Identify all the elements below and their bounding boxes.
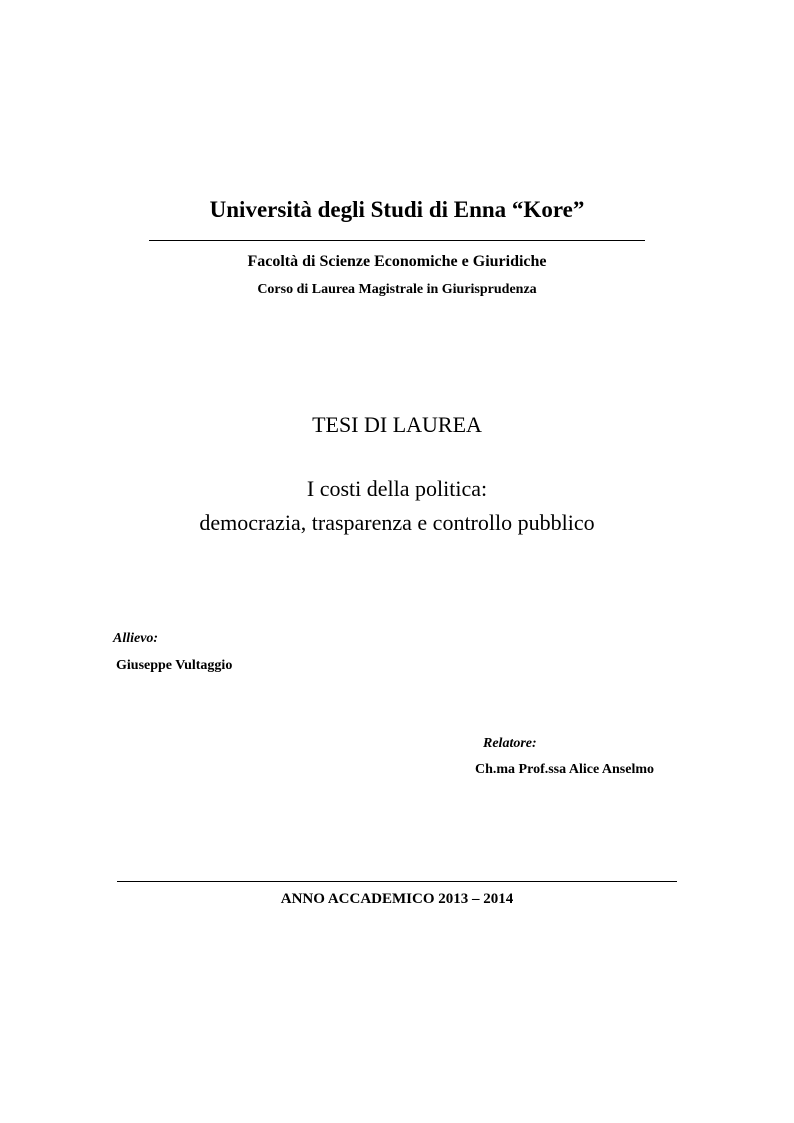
thesis-label: TESI DI LAUREA <box>312 412 482 437</box>
student-name: Giuseppe Vultaggio <box>116 658 233 673</box>
faculty-name: Facoltà di Scienze Economiche e Giuridiche <box>247 253 547 270</box>
academic-year: ANNO ACCADEMICO 2013 – 2014 <box>280 891 514 907</box>
footer-divider <box>117 881 677 882</box>
course-name: Corso di Laurea Magistrale in Giurisprudenza <box>257 282 537 297</box>
thesis-title-line-2: democrazia, trasparenza e controllo pubblico <box>199 510 595 535</box>
thesis-title-line-1: I costi della politica: <box>306 476 488 501</box>
university-name: Università degli Studi di Enna “Kore” <box>209 197 585 222</box>
student-label: Allievo: <box>113 631 159 646</box>
header-divider <box>149 240 645 241</box>
advisor-label: Relatore: <box>483 736 537 751</box>
advisor-name: Ch.ma Prof.ssa Alice Anselmo <box>475 762 655 777</box>
